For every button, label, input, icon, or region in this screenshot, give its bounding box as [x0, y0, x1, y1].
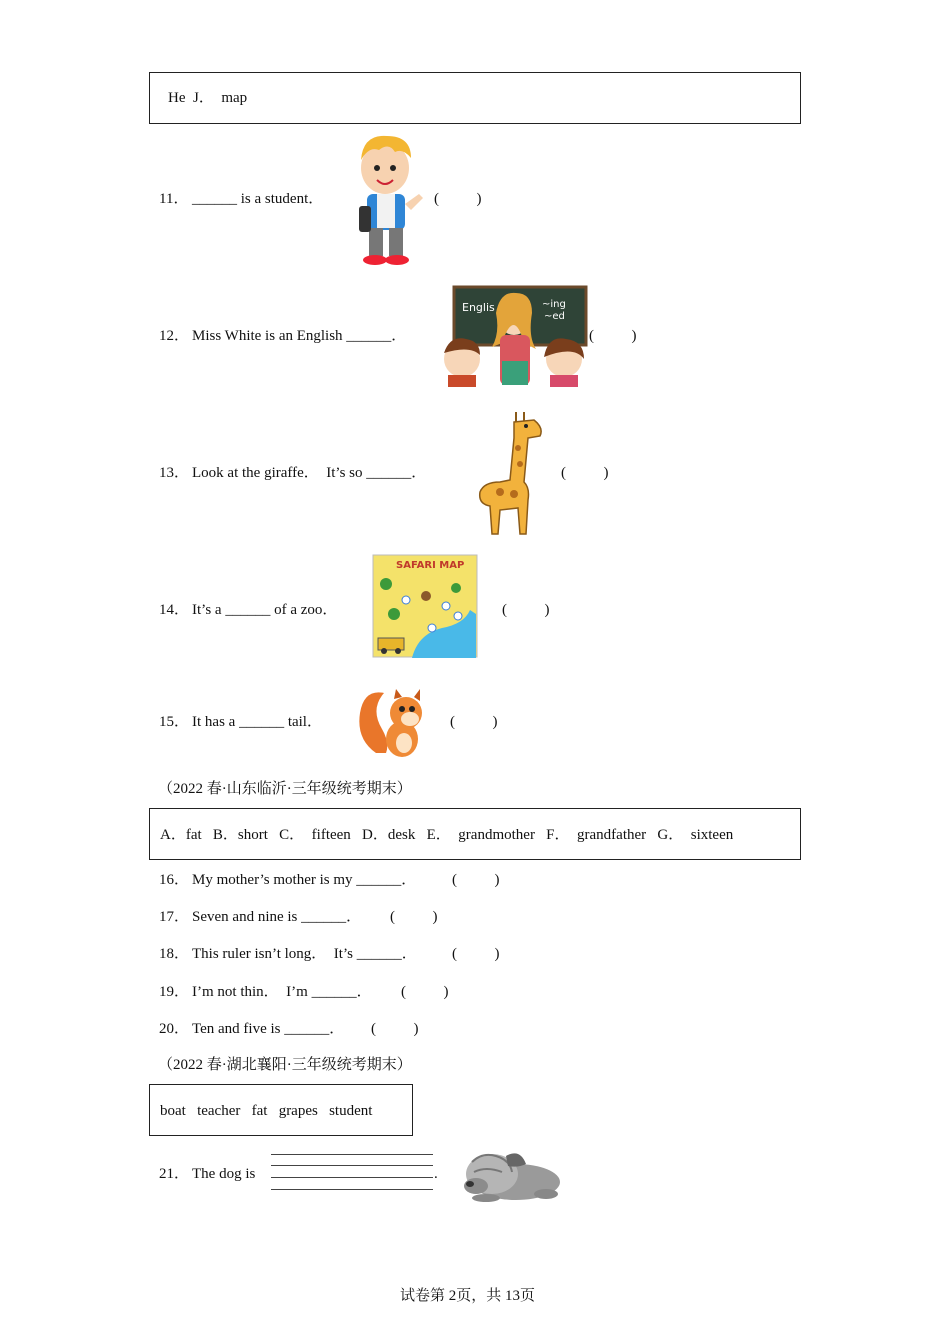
- question-16-text: My mother’s mother is my ______．: [192, 872, 417, 888]
- question-17-answer-paren[interactable]: ( ): [390, 909, 438, 925]
- word-box-top: [149, 72, 801, 124]
- boy-student-icon: [345, 128, 435, 268]
- question-13-answer-paren[interactable]: ( ): [561, 465, 609, 481]
- section-2-source: （2022 春·山东临沂·三年级统考期末）: [158, 781, 412, 797]
- question-18-answer-paren[interactable]: ( ): [452, 946, 500, 962]
- word-box-top-text: He J． map: [168, 90, 248, 106]
- question-15-text: It has a ______ tail．: [192, 714, 322, 730]
- page-footer: 试卷第 2页，共 13页: [400, 1288, 536, 1304]
- safari-map-icon: [372, 554, 478, 658]
- question-17-text: Seven and nine is ______．: [192, 909, 362, 925]
- word-box-section-2: [149, 808, 801, 860]
- question-11-answer-paren[interactable]: ( ): [434, 191, 482, 207]
- question-12-text: Miss White is an English ______．: [192, 328, 407, 344]
- question-18-text: This ruler isn’t long． It’s ______．: [192, 946, 417, 962]
- question-21-writing-lines[interactable]: [271, 1154, 433, 1190]
- section-2-options: A．fat B．short C． fifteen D．desk E． grandmother F． grandfather G． sixteen: [160, 827, 734, 843]
- question-19-number: 19．: [159, 984, 190, 1000]
- squirrel-icon: [356, 683, 436, 763]
- question-17-number: 17．: [159, 909, 190, 925]
- question-14-number: 14．: [159, 602, 190, 618]
- question-12-answer-paren[interactable]: ( ): [589, 328, 637, 344]
- sleeping-dog-icon: [456, 1142, 562, 1204]
- svg-text:~ing: ~ing: [542, 299, 566, 310]
- question-21-text: The dog is: [192, 1166, 256, 1182]
- question-19-text: I’m not thin． I’m ______．: [192, 984, 372, 1000]
- question-19-answer-paren[interactable]: ( ): [401, 984, 449, 1000]
- question-21-period: .: [434, 1166, 438, 1182]
- question-11-text: ______ is a student．: [192, 191, 324, 207]
- question-14-answer-paren[interactable]: ( ): [502, 602, 550, 618]
- question-13-text: Look at the giraffe． It’s so ______．: [192, 465, 427, 481]
- question-16-number: 16．: [159, 872, 190, 888]
- question-18-number: 18．: [159, 946, 190, 962]
- word-box-section-3: [149, 1084, 413, 1136]
- question-14-text: It’s a ______ of a zoo．: [192, 602, 338, 618]
- board-left-text: Englis: [462, 301, 495, 314]
- question-20-text: Ten and five is ______．: [192, 1021, 345, 1037]
- giraffe-icon: [470, 408, 550, 540]
- question-13-number: 13．: [159, 465, 190, 481]
- map-title: SAFARI MAP: [396, 560, 465, 571]
- svg-text:~ed: ~ed: [544, 311, 565, 322]
- question-20-answer-paren[interactable]: ( ): [371, 1021, 419, 1037]
- question-15-number: 15．: [159, 714, 190, 730]
- question-21-number: 21．: [159, 1166, 190, 1182]
- section-3-source: （2022 春·湖北襄阳·三年级统考期末）: [158, 1057, 412, 1073]
- question-15-answer-paren[interactable]: ( ): [450, 714, 498, 730]
- question-12-number: 12．: [159, 328, 190, 344]
- english-teacher-icon: [440, 283, 592, 387]
- question-11-number: 11．: [159, 191, 189, 207]
- section-3-options: boat teacher fat grapes student: [160, 1103, 373, 1119]
- question-20-number: 20．: [159, 1021, 190, 1037]
- question-16-answer-paren[interactable]: ( ): [452, 872, 500, 888]
